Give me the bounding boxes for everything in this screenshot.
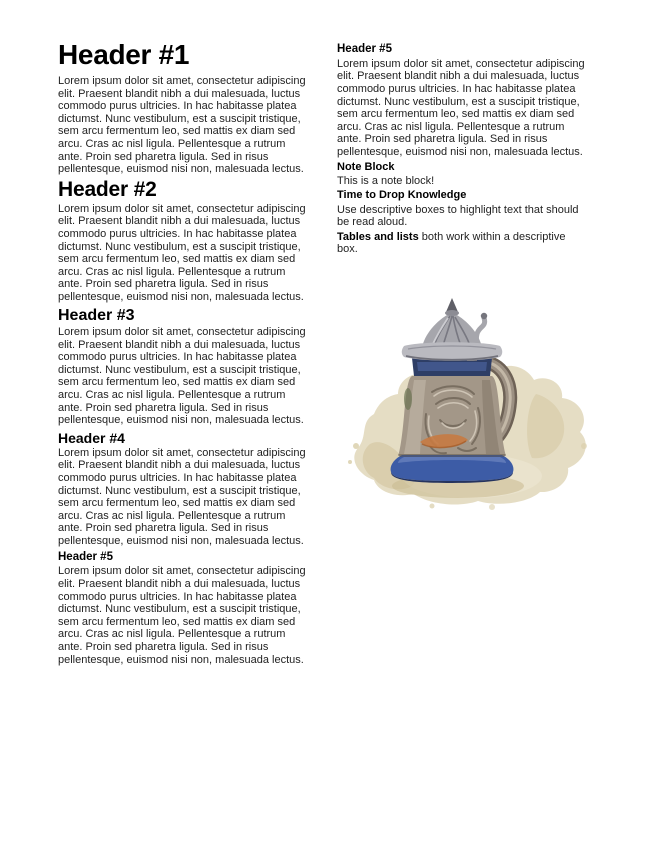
body-paragraph: Lorem ipsum dolor sit amet, consectetur adipiscing elit. Praesent blandit nibh a dui malesuada, luctus commodo purus ultricies. In hac habitasse platea dictumst. Nunc vestibulum, est a suscipit tristique, sem arcu fermentum leo, sed mattis ex diam sed arcu. Cras ac nisl ligula. Pellentesque a rutrum ante. Proin sed pharetra ligula. Sed in risus pellentesque, euismod nisi non, malesuada lectus. xyxy=(58,565,306,666)
section-header-3 xyxy=(58,307,310,427)
tables-lists-bold: Tables and lists xyxy=(337,230,419,243)
neck-band-stripe xyxy=(417,362,487,371)
lever-knob xyxy=(481,313,487,319)
stein-lid xyxy=(402,298,503,361)
splash-speckle xyxy=(581,443,587,449)
knowledge-title: Time to Drop Knowledge xyxy=(337,189,467,202)
section-header-2 xyxy=(58,178,310,304)
left-column xyxy=(58,38,310,668)
body-green-accent xyxy=(404,388,412,410)
body-paragraph: Lorem ipsum dolor sit amet, consectetur adipiscing elit. Praesent blandit nibh a dui malesuada, luctus commodo purus ultricies. In hac habitasse platea dictumst. Nunc vestibulum, est a suscipit tristique, sem arcu fermentum leo, sed mattis ex diam sed arcu. Cras ac nisl ligula. Pellentesque a rutrum ante. Proin sed pharetra ligula. Sed in risus pellentesque, euismod nisi non, malesuada lectus. xyxy=(58,326,306,427)
splash-speckle xyxy=(489,504,495,510)
splash-speckle xyxy=(348,460,352,464)
stein-base xyxy=(391,454,514,483)
heading-5-right: Header #5 xyxy=(337,43,392,55)
stein-illustration-svg xyxy=(340,296,602,514)
splash-speckle xyxy=(353,443,359,449)
stein-illustration xyxy=(340,296,602,514)
body-base-junction xyxy=(398,454,506,457)
splash-speckle xyxy=(430,504,435,509)
heading-1: Header #1 xyxy=(58,39,190,70)
body-paragraph: Lorem ipsum dolor sit amet, consectetur adipiscing elit. Praesent blandit nibh a dui malesuada, luctus commodo purus ultricies. In hac habitasse platea dictumst. Nunc vestibulum, est a suscipit tristique, sem arcu fermentum leo, sed mattis ex diam sed arcu. Cras ac nisl ligula. Pellentesque a rutrum ante. Proin sed pharetra ligula. Sed in risus pellentesque, euismod nisi non, malesuada lectus. xyxy=(58,75,306,176)
heading-2: Header #2 xyxy=(58,177,157,201)
right-column xyxy=(337,38,589,258)
finial-base xyxy=(445,310,459,316)
tables-lists-rest: both work within a descriptive box. xyxy=(337,230,566,256)
section-header-4 xyxy=(58,430,310,548)
note-block-text: This is a note block! xyxy=(337,174,435,187)
section-header-1 xyxy=(58,38,310,176)
section-header-5 xyxy=(58,551,310,667)
note-block-title: Note Block xyxy=(337,160,395,173)
heading-4: Header #4 xyxy=(58,429,125,446)
body-paragraph: Lorem ipsum dolor sit amet, consectetur adipiscing elit. Praesent blandit nibh a dui malesuada, luctus commodo purus ultricies. In hac habitasse platea dictumst. Nunc vestibulum, est a suscipit tristique, sem arcu fermentum leo, sed mattis ex diam sed arcu. Cras ac nisl ligula. Pellentesque a rutrum ante. Proin sed pharetra ligula. Sed in risus pellentesque, euismod nisi non, malesuada lectus. xyxy=(337,57,585,158)
heading-5: Header #5 xyxy=(58,550,113,563)
stein-body xyxy=(398,376,506,456)
tables-lists-text xyxy=(337,231,589,256)
lid-finial xyxy=(446,298,458,312)
body-paragraph: Lorem ipsum dolor sit amet, consectetur adipiscing elit. Praesent blandit nibh a dui malesuada, luctus commodo purus ultricies. In hac habitasse platea dictumst. Nunc vestibulum, est a suscipit tristique, sem arcu fermentum leo, sed mattis ex diam sed arcu. Cras ac nisl ligula. Pellentesque a rutrum ante. Proin sed pharetra ligula. Sed in risus pellentesque, euismod nisi non, malesuada lectus. xyxy=(58,446,306,548)
body-paragraph: Lorem ipsum dolor sit amet, consectetur adipiscing elit. Praesent blandit nibh a dui malesuada, luctus commodo purus ultricies. In hac habitasse platea dictumst. Nunc vestibulum, est a suscipit tristique, sem arcu fermentum leo, sed mattis ex diam sed arcu. Cras ac nisl ligula. Pellentesque a rutrum ante. Proin sed pharetra ligula. Sed in risus pellentesque, euismod nisi non, malesuada lectus. xyxy=(58,202,306,304)
knowledge-text: Use descriptive boxes to highlight text that should be read aloud. xyxy=(337,203,579,229)
heading-3: Header #3 xyxy=(58,306,135,324)
